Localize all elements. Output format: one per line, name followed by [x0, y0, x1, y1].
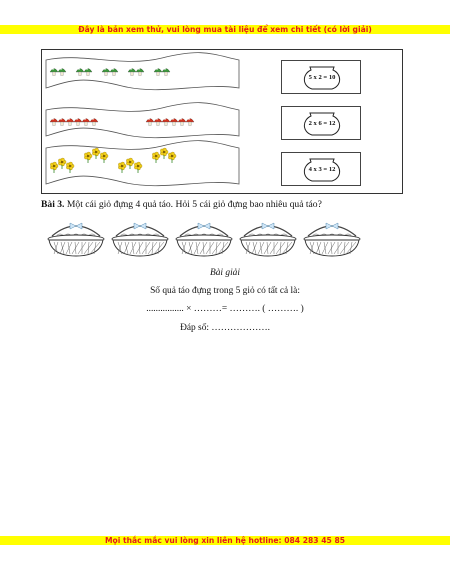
vase-shape — [302, 112, 342, 136]
exercise-figure — [41, 49, 403, 194]
ribbon-row-2 — [46, 103, 239, 138]
problem-text: Một cái giỏ đựng 4 quả táo. Hỏi 5 cái giỏ đựng bao nhiêu quả táo? — [66, 199, 322, 210]
basket-icon — [240, 223, 296, 256]
solution-title: Bài giải — [210, 268, 240, 278]
equation-box-1 — [281, 60, 361, 94]
basket-icon — [304, 223, 360, 256]
top-preview-banner — [0, 25, 450, 34]
basket-icon — [112, 223, 168, 256]
vase-shape — [302, 158, 342, 182]
basket-icon — [176, 223, 232, 256]
top-banner-text: Đây là bản xem thử, vui lòng mua tài liệu để xem chi tiết (có lời giải) — [78, 25, 372, 34]
bottom-banner-text: Mọi thắc mắc vui lòng xin liên hệ hotline: 084 283 45 85 — [104, 536, 346, 545]
ribbon-row-3 — [46, 141, 239, 186]
equation-box-3 — [281, 152, 361, 186]
vase-shape — [302, 66, 342, 90]
equation-text-1: 5 x 2 = 10 — [308, 74, 336, 81]
baskets-illustration — [46, 220, 366, 258]
solution-sentence: Số quả táo đựng trong 5 giỏ có tất cả là: — [150, 286, 300, 296]
basket-icon — [48, 223, 104, 256]
equation-text-2: 2 x 6 = 12 — [308, 120, 336, 127]
equation-text-3: 4 x 3 = 12 — [308, 166, 336, 173]
equation-box-2 — [281, 106, 361, 140]
solution-answer: Đáp số: ………………. — [180, 323, 270, 333]
problem-number: Bài 3. — [41, 199, 65, 210]
solution-calculation: ................ × ………= ………. ( ………. ) — [146, 304, 304, 314]
problem-statement — [41, 199, 421, 210]
bottom-hotline-banner — [0, 536, 450, 545]
